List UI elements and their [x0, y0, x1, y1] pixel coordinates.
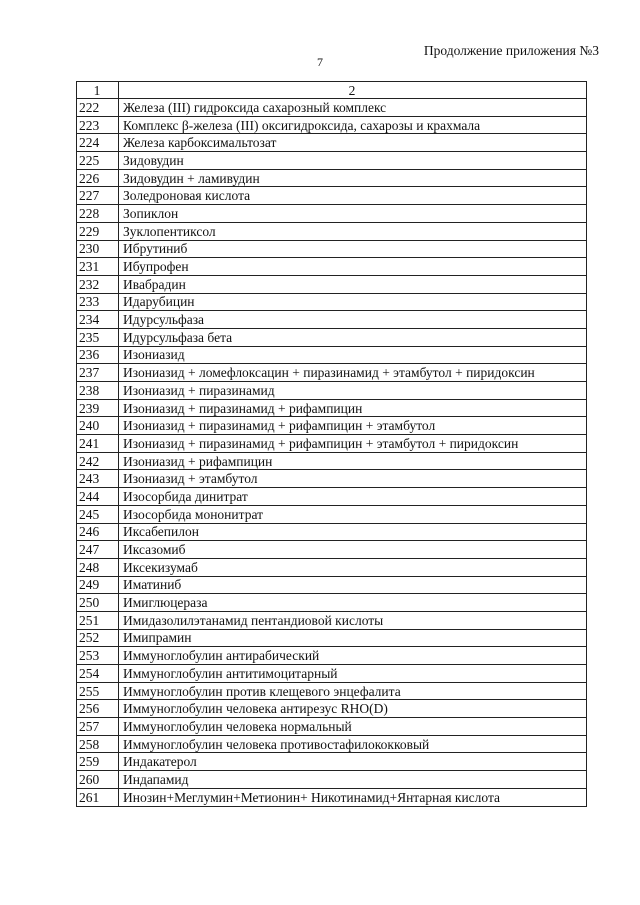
drug-name: Имидазолилэтанамид пентандиовой кислоты: [119, 611, 587, 629]
drug-name: Индапамид: [119, 771, 587, 789]
row-number: 224: [77, 134, 119, 152]
table-row: [77, 116, 587, 134]
table-row: [77, 435, 587, 453]
row-number: 232: [77, 275, 119, 293]
table-row: [77, 134, 587, 152]
table-row: [77, 187, 587, 205]
continuation-note: Продолжение приложения №3: [423, 43, 599, 58]
table-row: [77, 753, 587, 771]
drug-name: Изониазид + пиразинамид + рифампицин + этамбутол + пиридоксин: [119, 435, 587, 453]
table-row: [77, 700, 587, 718]
drug-name: Изониазид + пиразинамид + рифампицин: [119, 399, 587, 417]
drug-name: Комплекс β-железа (III) оксигидроксида, сахарозы и крахмала: [119, 116, 587, 134]
drug-name: Идурсульфаза бета: [119, 328, 587, 346]
row-number: 233: [77, 293, 119, 311]
drug-name: Идурсульфаза: [119, 311, 587, 329]
table-row: [77, 505, 587, 523]
drug-name: Изосорбида мононитрат: [119, 505, 587, 523]
row-number: 261: [77, 788, 119, 806]
table-row: [77, 629, 587, 647]
drug-name: Золедроновая кислота: [119, 187, 587, 205]
table-row: [77, 258, 587, 276]
drug-name: Имиглюцераза: [119, 594, 587, 612]
drug-name: Имипрамин: [119, 629, 587, 647]
drug-name: Иматиниб: [119, 576, 587, 594]
row-number: 249: [77, 576, 119, 594]
row-number: 258: [77, 735, 119, 753]
drug-table: [76, 81, 587, 807]
drug-name: Зопиклон: [119, 205, 587, 223]
row-number: 242: [77, 452, 119, 470]
row-number: 222: [77, 99, 119, 117]
row-number: 250: [77, 594, 119, 612]
row-number: 251: [77, 611, 119, 629]
row-number: 255: [77, 682, 119, 700]
column-header-number: 1: [77, 82, 119, 99]
table-body: [77, 99, 587, 807]
row-number: 226: [77, 169, 119, 187]
drug-name: Зидовудин: [119, 152, 587, 170]
row-number: 257: [77, 718, 119, 736]
table-row: [77, 169, 587, 187]
row-number: 239: [77, 399, 119, 417]
row-number: 252: [77, 629, 119, 647]
drug-name: Изониазид: [119, 346, 587, 364]
drug-name: Индакатерол: [119, 753, 587, 771]
table-header-row: [77, 82, 587, 99]
drug-name: Изониазид + пиразинамид: [119, 382, 587, 400]
drug-name: Изониазид + пиразинамид + рифампицин + этамбутол: [119, 417, 587, 435]
drug-name: Изониазид + этамбутол: [119, 470, 587, 488]
table-row: [77, 222, 587, 240]
table-row: [77, 576, 587, 594]
row-number: 246: [77, 523, 119, 541]
row-number: 243: [77, 470, 119, 488]
drug-name: Железа карбоксимальтозат: [119, 134, 587, 152]
row-number: 260: [77, 771, 119, 789]
table-row: [77, 205, 587, 223]
row-number: 238: [77, 382, 119, 400]
table-row: [77, 594, 587, 612]
row-number: 241: [77, 435, 119, 453]
row-number: 237: [77, 364, 119, 382]
row-number: 240: [77, 417, 119, 435]
row-number: 231: [77, 258, 119, 276]
row-number: 228: [77, 205, 119, 223]
drug-name: Ибупрофен: [119, 258, 587, 276]
drug-name: Иммуноглобулин человека антирезус RHO(D): [119, 700, 587, 718]
drug-name: Зидовудин + ламивудин: [119, 169, 587, 187]
table-row: [77, 152, 587, 170]
drug-name: Ибрутиниб: [119, 240, 587, 258]
row-number: 223: [77, 116, 119, 134]
drug-name: Иксабепилон: [119, 523, 587, 541]
drug-name: Иксекизумаб: [119, 558, 587, 576]
row-number: 234: [77, 311, 119, 329]
drug-name: Изониазид + ломефлоксацин + пиразинамид + этамбутол + пиридоксин: [119, 364, 587, 382]
row-number: 225: [77, 152, 119, 170]
table-row: [77, 293, 587, 311]
drug-name: Иммуноглобулин антирабический: [119, 647, 587, 665]
drug-name: Изосорбида динитрат: [119, 488, 587, 506]
table-row: [77, 788, 587, 806]
table-row: [77, 735, 587, 753]
table-row: [77, 382, 587, 400]
table-row: [77, 718, 587, 736]
column-header-name: 2: [119, 82, 587, 99]
table-row: [77, 417, 587, 435]
drug-name: Железа (III) гидроксида сахарозный комплекс: [119, 99, 587, 117]
row-number: 227: [77, 187, 119, 205]
row-number: 229: [77, 222, 119, 240]
table-row: [77, 470, 587, 488]
drug-name: Иммуноглобулин антитимоцитарный: [119, 665, 587, 683]
drug-name: Идарубицин: [119, 293, 587, 311]
drug-name: Изониазид + рифампицин: [119, 452, 587, 470]
drug-name: Зуклопентиксол: [119, 222, 587, 240]
table-row: [77, 452, 587, 470]
row-number: 248: [77, 558, 119, 576]
drug-name: Ивабрадин: [119, 275, 587, 293]
row-number: 245: [77, 505, 119, 523]
drug-name: Иммуноглобулин человека противостафилококковый: [119, 735, 587, 753]
table-row: [77, 558, 587, 576]
table-row: [77, 275, 587, 293]
table-row: [77, 611, 587, 629]
table-row: [77, 647, 587, 665]
table-row: [77, 364, 587, 382]
drug-name: Иммуноглобулин против клещевого энцефалита: [119, 682, 587, 700]
row-number: 230: [77, 240, 119, 258]
row-number: 254: [77, 665, 119, 683]
drug-name: Инозин+Меглумин+Метионин+ Никотинамид+Янтарная кислота: [119, 788, 587, 806]
table-row: [77, 311, 587, 329]
row-number: 253: [77, 647, 119, 665]
table-row: [77, 328, 587, 346]
row-number: 244: [77, 488, 119, 506]
row-number: 235: [77, 328, 119, 346]
row-number: 247: [77, 541, 119, 559]
page-number: 7: [317, 55, 323, 69]
table-row: [77, 399, 587, 417]
table-row: [77, 240, 587, 258]
table-row: [77, 682, 587, 700]
table-row: [77, 541, 587, 559]
table-row: [77, 523, 587, 541]
table-row: [77, 771, 587, 789]
table-row: [77, 99, 587, 117]
row-number: 259: [77, 753, 119, 771]
table-row: [77, 346, 587, 364]
row-number: 236: [77, 346, 119, 364]
table-row: [77, 665, 587, 683]
drug-name: Иксазомиб: [119, 541, 587, 559]
drug-name: Иммуноглобулин человека нормальный: [119, 718, 587, 736]
row-number: 256: [77, 700, 119, 718]
table-row: [77, 488, 587, 506]
